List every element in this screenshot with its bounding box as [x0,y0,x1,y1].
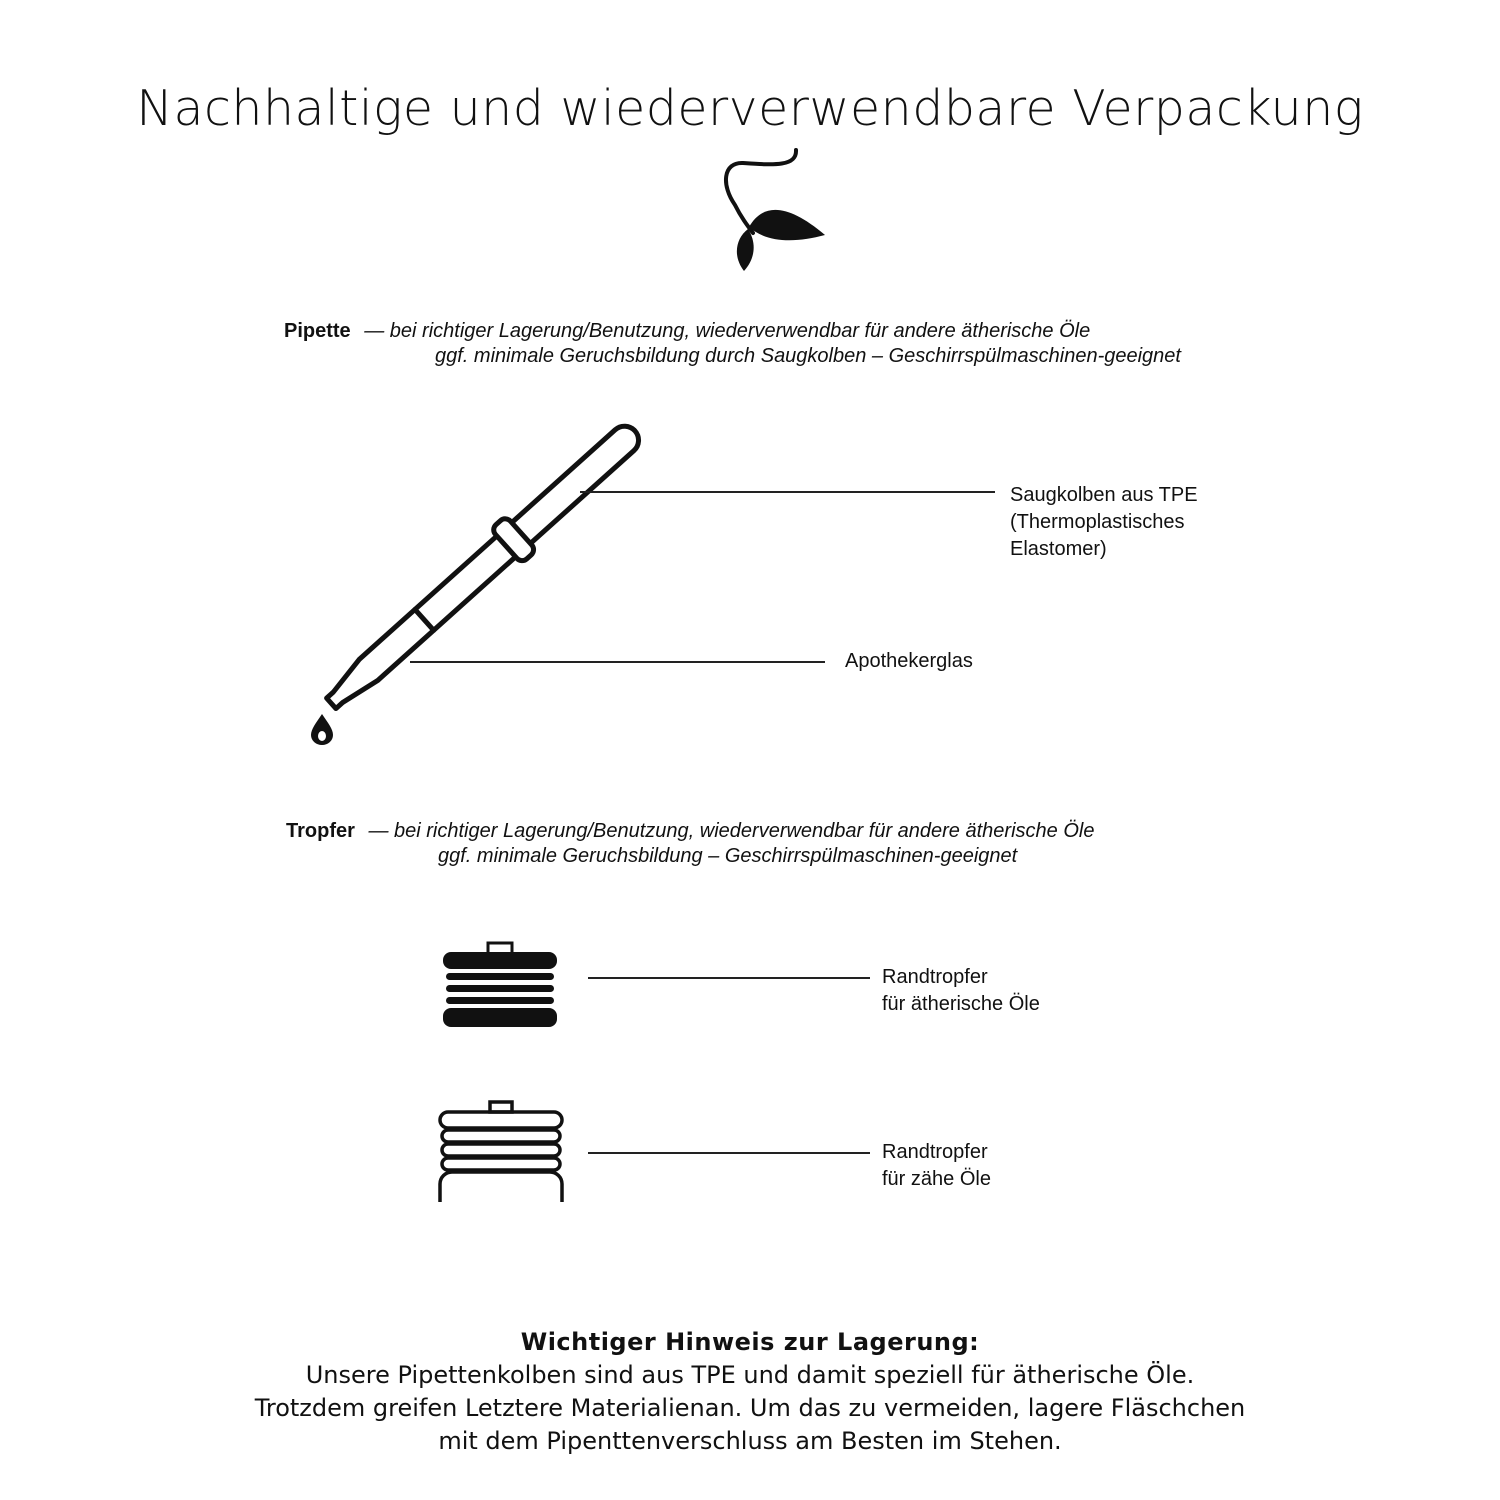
dropper-header [286,818,1094,845]
dropper-description-line1: — bei richtiger Lagerung/Benutzung, wiederverwendbar für andere ätherische Öle [368,820,1095,842]
dropper2-leader-line [588,1152,870,1154]
pipette-description-line2: ggf. minimale Geruchsbildung durch Saugkolben – Geschirrspülmaschinen-geeignet [435,345,1181,367]
bulb-annotation-line3: Elastomer) [1010,538,1107,560]
storage-note-line3: mit dem Pipenttenverschluss am Besten im Stehen. [438,1427,1062,1455]
dropper2-annotation-line2: für zähe Öle [882,1168,991,1190]
bulb-leader-line [580,491,995,493]
pipette-header [284,318,1090,345]
dropper-label: Tropfer [286,820,355,842]
pipette-description-line1: — bei richtiger Lagerung/Benutzung, wiederverwendbar für andere ätherische Öle [364,320,1091,342]
dropper1-annotation [882,964,1040,1018]
bulb-annotation [1010,482,1198,563]
dropper-ring-outline-icon [432,1098,570,1206]
dropper2-annotation [882,1139,991,1193]
drop-icon [306,711,338,747]
bulb-annotation-line2: (Thermoplastisches [1010,511,1185,533]
glass-leader-line [410,661,825,663]
dropper2-annotation-line1: Randtropfer [882,1141,988,1163]
dropper-description-line2: ggf. minimale Geruchsbildung – Geschirrspülmaschinen-geeignet [438,845,1018,867]
bulb-annotation-line1: Saugkolben aus TPE [1010,484,1198,506]
dropper-ring-filled-icon [440,940,562,1030]
pipette-icon [300,415,620,755]
dropper1-annotation-line2: für ätherische Öle [882,993,1040,1015]
pipette-label: Pipette [284,320,351,342]
dropper1-annotation-line1: Randtropfer [882,966,988,988]
storage-note-line1: Unsere Pipettenkolben sind aus TPE und damit speziell für ätherische Öle. [305,1361,1195,1389]
storage-note-line2: Trotzdem greifen Letztere Materialienan. Um das zu vermeiden, lagere Fläschchen [254,1394,1246,1422]
dropper1-leader-line [588,977,870,979]
glass-annotation: Apothekerglas [845,650,973,672]
leaf-sprout-icon [715,145,835,275]
page-title: Nachhaltige und wiederverwendbare Verpackung [136,80,1364,137]
storage-note [0,1326,1500,1458]
storage-note-heading: Wichtiger Hinweis zur Lagerung: [520,1328,980,1356]
